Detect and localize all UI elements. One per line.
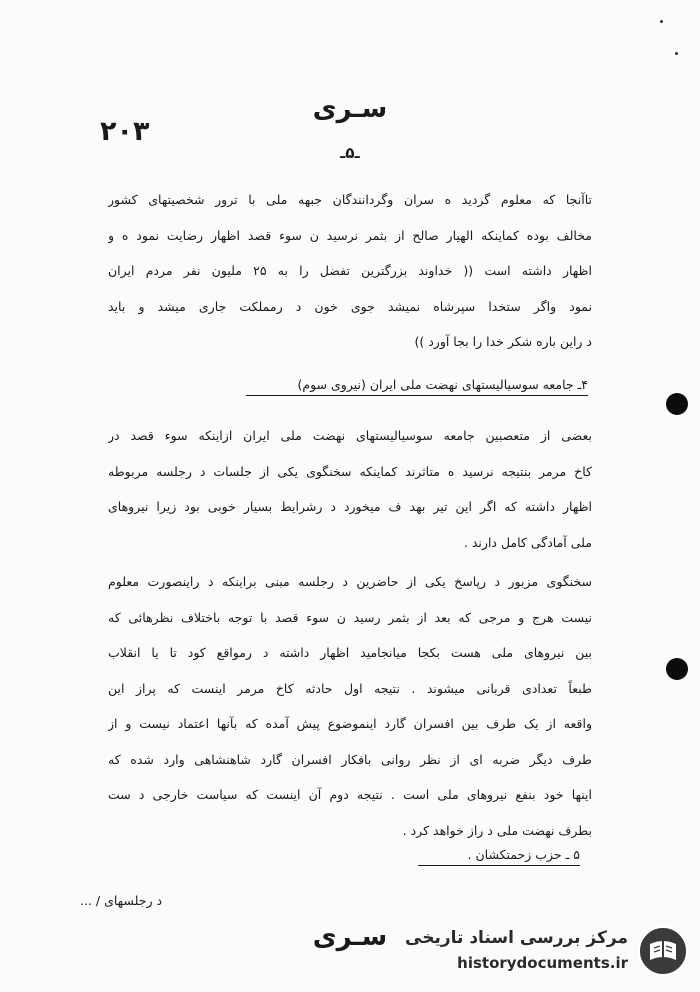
text-line: بطرف نهضت ملی د راز خواهد کرد . (402, 822, 592, 838)
text-line: نیست هرج و مرجی که بعد از بثمر رسید ن سوء قصد با توجه باختلاف نظرهائی که (108, 609, 592, 625)
text-line: تاآنجا که معلوم گردید ه سران وگردانندگان جبهه ملی با ترور شخصیتهای کشور (108, 192, 592, 207)
binder-hole (666, 658, 688, 680)
classification-footer: سـری (312, 922, 388, 952)
text-line: مخالف بوده کماینکه الهیار صالح از بثمر نرسید ن سوء قصد اظهار رضایت نمود ه و (108, 227, 592, 243)
text-line: اینها خود بنفع نیروهای ملی است . نتیجه دوم آن اینست که سیاست خارجی د ست (108, 787, 592, 802)
text-line: بین نیروهای ملی هست بکجا میانجامید اظهار داشته د رمواقع کود تا یا انقلاب (108, 645, 592, 660)
section-mark: ـ۵ـ (340, 144, 360, 162)
paragraph-3 (108, 564, 592, 848)
text-line: کاخ مرمر بنتیجه نرسید ه متاثرند کماینکه سخنگوی یکی از جلسات د رجلسه مربوطه (108, 463, 592, 479)
text-line: ملی آمادگی کامل دارند . (463, 534, 592, 550)
paragraph-1 (108, 182, 592, 360)
paragraph-2 (108, 418, 592, 560)
classification-header: سـری (312, 94, 388, 124)
text-line: طبعاً تعدادی قربانی میشوند . نتیجه اول حادثه کاخ مرمر اینست که پراز این (108, 680, 592, 696)
text-line: د راین باره شکر خدا را بجا آورد )) (414, 334, 592, 349)
text-line: سخنگوی مزبور د رپاسخ یکی از حاضرین د رجلسه مبنی براینکه د راینصورت معلوم (108, 574, 592, 589)
binder-hole (666, 393, 688, 415)
scan-speck (675, 52, 678, 55)
text-line: نمود واگر ستخدا سپرشاه نمیشد جوی خون د رمملکت جاری میشد و باید (108, 298, 592, 314)
archive-watermark (405, 922, 690, 984)
continuation-note: د رجلسهای / ... (80, 893, 163, 908)
text-line: واقعه از یک طرف بین افسران گارد اینموضوع پیش آمده که بآنها اعتماد نیست و از (108, 716, 592, 731)
section-heading-5: ۵ ـ حزب زحمتکشان . (418, 847, 580, 866)
section-heading-4: ۴ـ جامعه سوسیالیستهای نهضت ملی ایران (نیروی سوم) (246, 377, 588, 396)
text-line: اظهار داشته است (( خداوند بزرگترین تفضل را به ۲۵ ملیون نفر مردم ایران (108, 263, 592, 278)
watermark-name: مرکز بررسی اسناد تاریخی (405, 928, 628, 948)
scan-speck (660, 20, 663, 23)
text-line: طرف دیگر ضربه ای از نظر روانی بافکار افسران گارد شاهنشاهی وارد شده که (108, 751, 592, 767)
text-line: اظهار داشته که اگر این تیر بهد ف میخورد د رشرایط بسیار خوبی بود زیرا نیروهای (108, 499, 592, 514)
text-line: بعضی از متعصبین جامعه سوسیالیستهای نهضت ملی ایران ازاینکه سوء قصد در (108, 428, 592, 443)
archive-logo-icon (636, 924, 690, 978)
watermark-url: historydocuments.ir (457, 954, 628, 972)
page-number: ۲۰۳ (100, 116, 150, 147)
